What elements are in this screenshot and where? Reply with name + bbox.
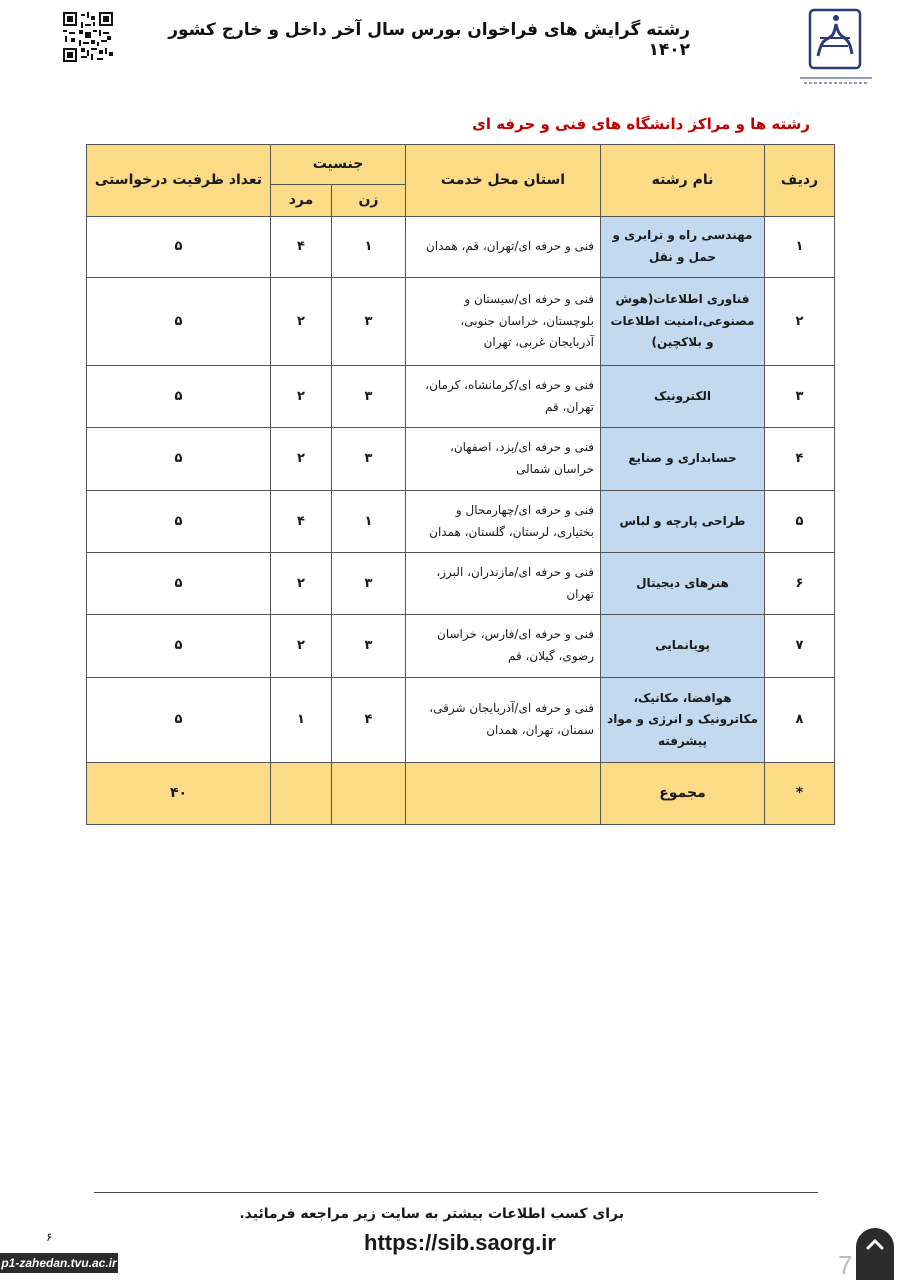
table-row xyxy=(87,366,835,428)
table-row xyxy=(87,217,835,278)
female-count: ۱ xyxy=(332,217,406,278)
row-number: ۸ xyxy=(765,678,835,763)
total-capacity: ۴۰ xyxy=(87,763,271,825)
female-count: ۳ xyxy=(332,615,406,678)
total-row xyxy=(87,763,835,825)
total-label: مجموع xyxy=(601,763,765,825)
table-row xyxy=(87,678,835,763)
corner-page-number: 7 xyxy=(838,1250,853,1280)
row-number: ۱ xyxy=(765,217,835,278)
qr-code xyxy=(63,12,113,62)
row-number: ۷ xyxy=(765,615,835,678)
male-count: ۲ xyxy=(271,428,332,491)
female-count: ۱ xyxy=(332,491,406,553)
table-row xyxy=(87,615,835,678)
capacity: ۵ xyxy=(87,491,271,553)
province: فنی و حرفه ای/مازندران، البرز، تهران xyxy=(406,553,601,615)
capacity: ۵ xyxy=(87,217,271,278)
row-number: ۵ xyxy=(765,491,835,553)
majors-table xyxy=(86,144,835,825)
section-title: رشته ها و مراکز دانشگاه های فنی و حرفه ای xyxy=(472,115,810,133)
table-row xyxy=(87,278,835,366)
capacity: ۵ xyxy=(87,428,271,491)
row-number: ۴ xyxy=(765,428,835,491)
province: فنی و حرفه ای/سیستان و بلوچستان، خراسان جنوبی، آذربایجان غربی، تهران xyxy=(406,278,601,366)
female-count: ۳ xyxy=(332,278,406,366)
header-field-name: نام رشته xyxy=(601,145,765,217)
page-number: ۶ xyxy=(46,1230,53,1244)
field-name: فناوری اطلاعات(هوش مصنوعی،امنیت اطلاعات و بلاکچین) xyxy=(601,278,765,366)
female-count: ۴ xyxy=(332,678,406,763)
field-name: هنرهای دیجیتال xyxy=(601,553,765,615)
male-count: ۴ xyxy=(271,217,332,278)
capacity: ۵ xyxy=(87,278,271,366)
footer-divider xyxy=(94,1192,818,1193)
male-count: ۲ xyxy=(271,278,332,366)
field-name: الکترونیک xyxy=(601,366,765,428)
capacity: ۵ xyxy=(87,553,271,615)
header-gender: جنسیت xyxy=(271,145,406,185)
row-number: ۳ xyxy=(765,366,835,428)
total-empty-province xyxy=(406,763,601,825)
male-count: ۴ xyxy=(271,491,332,553)
document-title: رشته گرایش های فراخوان بورس سال آخر داخل و خارج کشور ۱۴۰۲ xyxy=(168,20,690,60)
field-name: طراحی پارچه و لباس xyxy=(601,491,765,553)
province: فنی و حرفه ای/آذربایجان شرقی، سمنان، تهران، همدان xyxy=(406,678,601,763)
field-name: هوافضا، مکانیک، مکاترونیک و انرژی و مواد پیشرفته xyxy=(601,678,765,763)
capacity: ۵ xyxy=(87,366,271,428)
table-row xyxy=(87,428,835,491)
source-watermark: p1-zahedan.tvu.ac.ir xyxy=(0,1253,118,1273)
table-row xyxy=(87,553,835,615)
field-name: حسابداری و صنایع xyxy=(601,428,765,491)
province: فنی و حرفه ای/فارس، خراسان رضوی، گیلان، قم xyxy=(406,615,601,678)
province: فنی و حرفه ای/تهران، قم، همدان xyxy=(406,217,601,278)
total-empty-male xyxy=(271,763,332,825)
chevron-up-icon xyxy=(866,1238,884,1250)
field-name: پویانمایی xyxy=(601,615,765,678)
footer-note: برای کسب اطلاعات بیشتر به سایت زیر مراجعه فرمائید. xyxy=(239,1206,624,1222)
header-row-number: ردیف xyxy=(765,145,835,217)
total-empty-female xyxy=(332,763,406,825)
male-count: ۱ xyxy=(271,678,332,763)
header-province: استان محل خدمت xyxy=(406,145,601,217)
province: فنی و حرفه ای/چهارمحال و بختیاری، لرستان، گلستان، همدان xyxy=(406,491,601,553)
organization-logo xyxy=(796,8,876,88)
male-count: ۲ xyxy=(271,615,332,678)
female-count: ۳ xyxy=(332,553,406,615)
header-capacity: تعداد ظرفیت درخواستی xyxy=(87,145,271,217)
header-male: مرد xyxy=(271,185,332,217)
row-number: ۶ xyxy=(765,553,835,615)
male-count: ۲ xyxy=(271,366,332,428)
female-count: ۳ xyxy=(332,366,406,428)
website-link[interactable]: https://sib.saorg.ir xyxy=(364,1230,556,1255)
province: فنی و حرفه ای/یزد، اصفهان، خراسان شمالی xyxy=(406,428,601,491)
table-row xyxy=(87,491,835,553)
total-marker: * xyxy=(765,763,835,825)
row-number: ۲ xyxy=(765,278,835,366)
header-female: زن xyxy=(332,185,406,217)
scroll-to-top-button[interactable] xyxy=(856,1228,894,1280)
male-count: ۲ xyxy=(271,553,332,615)
female-count: ۳ xyxy=(332,428,406,491)
field-name: مهندسی راه و ترابری و حمل و نقل xyxy=(601,217,765,278)
capacity: ۵ xyxy=(87,678,271,763)
capacity: ۵ xyxy=(87,615,271,678)
province: فنی و حرفه ای/کرمانشاه، کرمان، تهران، قم xyxy=(406,366,601,428)
